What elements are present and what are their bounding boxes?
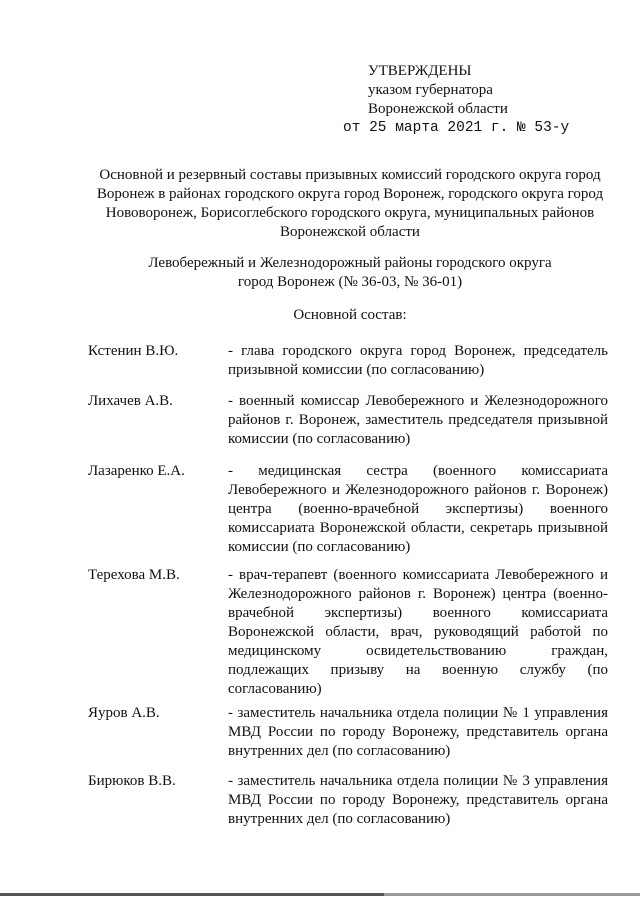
subtitle-line: город Воронеж (№ 36-03, № 36-01) — [237, 274, 463, 290]
approval-stamp — [343, 62, 570, 138]
section-heading — [60, 306, 640, 325]
member-name: Бирюков В.В. — [88, 773, 176, 789]
member-name: Кстенин В.Ю. — [88, 343, 179, 359]
approval-date: от 25 марта 2021 г. № 53-у — [343, 120, 570, 136]
member-name: Лихачев А.В. — [88, 393, 173, 409]
section-heading-text: Основной состав: — [293, 307, 407, 323]
member-role: - заместитель начальника отдела полиции № 3 управления МВД России по городу Воронежу, представитель органа внутренних дел (по согласованию) — [228, 773, 608, 827]
scan-edge-divider — [0, 893, 640, 896]
title-line: Воронеж в районах городского округа город Воронеж, городского округа город — [96, 186, 604, 202]
member-name: Терехова М.В. — [88, 567, 180, 583]
district-subtitle — [60, 254, 640, 292]
document-title — [60, 166, 640, 242]
member-name: Лазаренко Е.А. — [88, 463, 185, 479]
member-role: - глава городского округа город Воронеж, председатель призывной комиссии (по согласованию) — [228, 343, 608, 378]
member-role: - заместитель начальника отдела полиции № 1 управления МВД России по городу Воронежу, представитель органа внутренних дел (по согласованию) — [228, 705, 608, 759]
member-role: - медицинская сестра (военного комиссариата Левобережного и Железнодорожного районов г. Воронеж) центра (военно-врачебной экспертизы) военного комиссариата Воронежской области, секретарь призывной комиссии (по согласованию) — [228, 463, 608, 555]
title-line: Основной и резервный составы призывных комиссий городского округа город — [99, 167, 601, 183]
member-name: Яуров А.В. — [88, 705, 160, 721]
title-line: Нововоронеж, Борисоглебского городского округа, муниципальных районов — [105, 205, 595, 221]
member-role: - военный комиссар Левобережного и Железнодорожного районов г. Воронеж, заместитель председателя призывной комиссии (по согласованию) — [228, 393, 608, 447]
approval-title: УТВЕРЖДЕНЫ — [368, 63, 472, 79]
member-role: - врач-терапевт (военного комиссариата Левобережного и Железнодорожного районов г. Воронеж) центра (военно-врачебной экспертизы) военного комиссариата Воронежской области, врач, руководящий работой по медицинскому освидетельствованию граждан, подлежащих призыву на военную службу (по согласованию) — [228, 567, 608, 697]
approval-by: указом губернатора — [368, 82, 493, 98]
approval-region: Воронежской области — [368, 101, 508, 117]
subtitle-line: Левобережный и Железнодорожный районы городского округа — [148, 255, 552, 271]
title-line: Воронежской области — [280, 224, 420, 240]
